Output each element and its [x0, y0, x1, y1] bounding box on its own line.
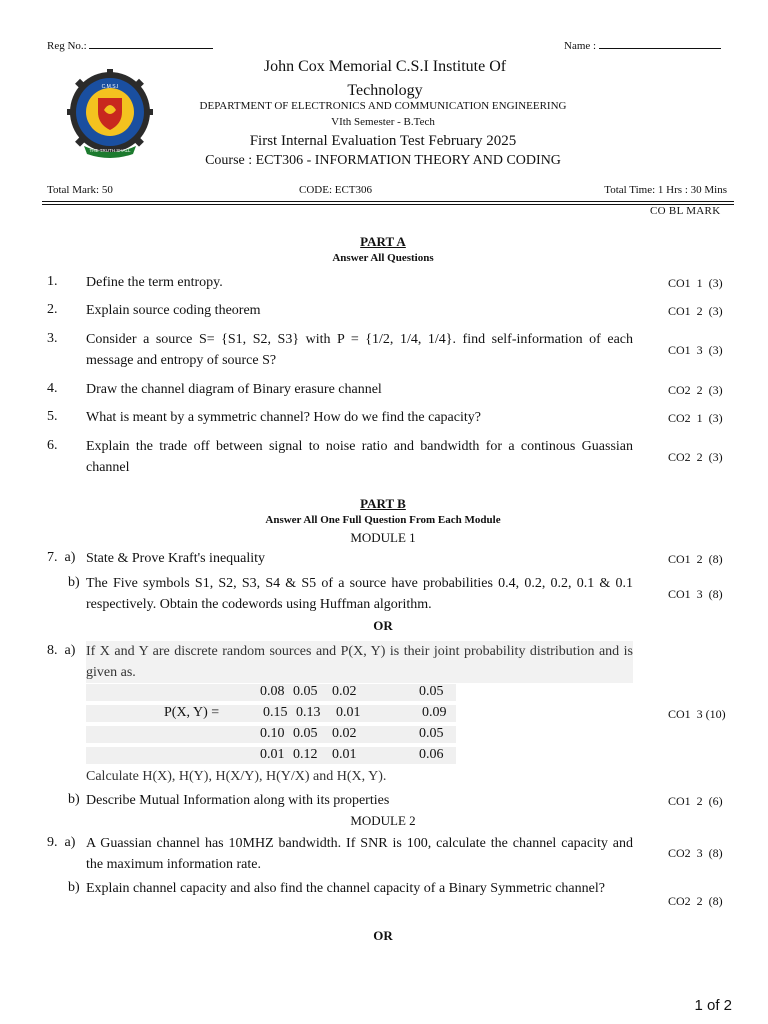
question-text: Explain source coding theorem — [86, 303, 261, 318]
reg-no-field: Reg No.: — [47, 38, 213, 52]
question-number: 7. a) — [47, 550, 76, 565]
question-7a-text: State & Prove Kraft's inequality — [86, 551, 266, 566]
sub-question-label: b) — [68, 792, 80, 807]
matrix-row: 0.10 0.05 0.02 0.05 — [86, 726, 456, 743]
co-bl-mark: CO2 3 (8) — [668, 846, 723, 860]
matrix-row: 0.01 0.12 0.01 0.06 — [86, 747, 456, 764]
matrix-row: 0.08 0.05 0.02 0.05 — [86, 684, 456, 701]
question-7b-text: The Five symbols S1, S2, S3, S4 & S5 of a source have probabilities 0.4, 0.2, 0.2, 0.1 & 0.1 respectively. Obtain the codewords using Huffman algorithm. — [86, 576, 633, 612]
module-2-title: MODULE 2 — [350, 813, 416, 828]
part-a-title: PART A — [360, 234, 406, 249]
question-9b-text: Explain channel capacity and also find the channel capacity of a Binary Symmetric channel? — [86, 881, 605, 896]
question-number: 4. — [47, 381, 58, 396]
co-bl-mark: CO2 2 (3) — [668, 450, 723, 464]
question-number: 5. — [47, 409, 58, 424]
institute-name-line2: Technology — [347, 82, 423, 99]
question-number: 8. a) — [47, 643, 76, 658]
question-number: 6. — [47, 438, 58, 453]
co-bl-mark: CO1 3 (3) — [668, 343, 723, 357]
co-bl-mark: CO2 1 (3) — [668, 411, 723, 425]
co-bl-mark: CO1 2 (3) — [668, 304, 723, 318]
department-name: DEPARTMENT OF ELECTRONICS AND COMMUNICATION ENGINEERING — [199, 100, 567, 112]
semester: VIth Semester - B.Tech — [331, 116, 435, 128]
matrix-label: P(X, Y) = — [164, 705, 220, 720]
part-b-instruction: Answer All One Full Question From Each Module — [265, 514, 501, 526]
question-8a-tail: Calculate H(X), H(Y), H(X/Y), H(Y/X) and H(X, Y). — [86, 769, 387, 784]
question-number: 3. — [47, 331, 58, 346]
question-number: 9. a) — [47, 835, 76, 850]
course-title: Course : ECT306 - INFORMATION THEORY AND CODING — [205, 153, 561, 168]
double-rule-bottom — [42, 204, 734, 205]
or-separator: OR — [373, 618, 393, 633]
co-bl-mark: CO2 2 (8) — [668, 894, 723, 908]
matrix-row: P(X, Y) = 0.15 0.13 0.01 0.09 — [86, 705, 456, 722]
page-number: 1 of 2 — [694, 997, 732, 1014]
question-9a-text: A Guassian channel has 10MHZ bandwidth. If SNR is 100, calculate the channel capacity and the maximum information rate. — [86, 836, 633, 872]
co-bl-mark: CO1 3 (8) — [668, 587, 723, 601]
co-bl-mark: CO2 2 (3) — [668, 383, 723, 397]
question-text: Define the term entropy. — [86, 275, 223, 290]
question-text: Consider a source S= {S1, S2, S3} with P = {1/2, 1/4, 1/4}. find self-information of each message and entropy of source S? — [86, 332, 633, 368]
or-separator: OR — [373, 928, 393, 943]
double-rule-top — [42, 201, 734, 202]
question-8b-text: Describe Mutual Information along with its properties — [86, 793, 390, 808]
co-bl-mark: CO1 3 (10) — [668, 707, 726, 721]
course-code: CODE: ECT306 — [299, 184, 373, 196]
co-bl-mark: CO1 2 (6) — [668, 794, 723, 808]
part-b-title: PART B — [360, 496, 406, 511]
exam-title: First Internal Evaluation Test February 2025 — [249, 133, 517, 149]
question-text: Explain the trade off between signal to noise ratio and bandwidth for a continous Guassian channel — [86, 439, 633, 475]
svg-text:THE TRUTH SHALL: THE TRUTH SHALL — [89, 148, 131, 153]
total-mark: Total Mark: 50 — [47, 184, 113, 196]
question-number: 2. — [47, 302, 58, 317]
module-1-title: MODULE 1 — [350, 530, 416, 545]
co-bl-mark-header: CO BL MARK — [650, 205, 721, 217]
co-bl-mark: CO1 2 (8) — [668, 552, 723, 566]
question-number: 1. — [47, 274, 58, 289]
institute-logo — [62, 68, 158, 164]
question-text: Draw the channel diagram of Binary erasure channel — [86, 382, 382, 397]
sub-question-label: b) — [68, 880, 80, 895]
sub-question-label: b) — [68, 575, 80, 590]
question-8a-text: If X and Y are discrete random sources and P(X, Y) is their joint probability distribution and is given as. — [86, 641, 633, 683]
name-field: Name : — [564, 38, 721, 52]
svg-text:C.M.S.I: C.M.S.I — [101, 84, 119, 90]
question-text: What is meant by a symmetric channel? How do we find the capacity? — [86, 410, 481, 425]
co-bl-mark: CO1 1 (3) — [668, 276, 723, 290]
institute-name-line1: John Cox Memorial C.S.I Institute Of — [263, 58, 507, 75]
total-time: Total Time: 1 Hrs : 30 Mins — [604, 184, 727, 196]
part-a-instruction: Answer All Questions — [332, 252, 434, 264]
